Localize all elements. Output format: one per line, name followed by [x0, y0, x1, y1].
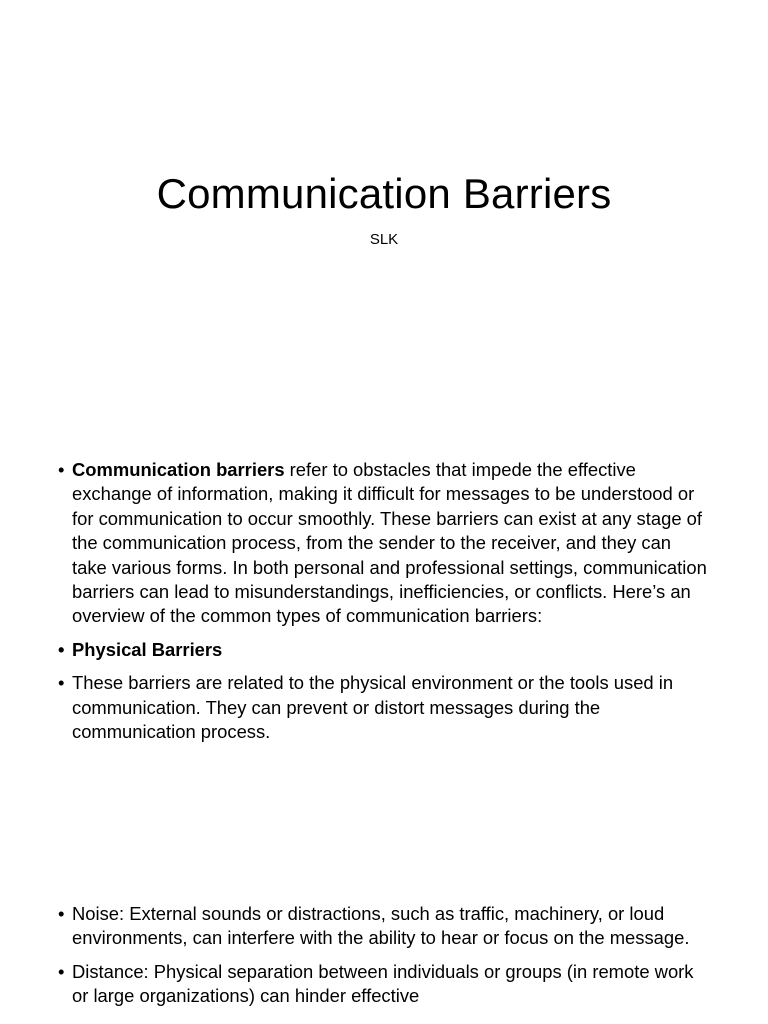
- slide-subtitle: SLK: [369, 231, 399, 248]
- bullet-noise: • Noise: External sounds or distractions, such as traffic, machinery, or loud environments, can interfere with the ability to hear or focus on the message.: [58, 902, 710, 951]
- intro-bold-term: Communication barriers: [72, 459, 285, 480]
- slide-title: Communication Barriers: [156, 170, 612, 217]
- bullet-physical-description: • These barriers are related to the physical environment or the tools used in communication. They can prevent or distort messages during the communication process.: [58, 671, 710, 744]
- title-slide: [0, 0, 768, 420]
- bullet-distance: • Distance: Physical separation between individuals or groups (in remote work or large organizations) can hinder effective: [58, 960, 710, 1009]
- intro-text: refer to obstacles that impede the effective exchange of information, making it difficult for messages to be understood or for communication to occur smoothly. These barriers can exist at any stage of the communication process, from the sender to the receiver, and they can take various forms. In both personal and professional settings, communication barriers can lead to misunderstandings, inefficiencies, or conflicts. Here’s an overview of the common types of communication barriers:: [72, 459, 707, 627]
- bullet-intro: [58, 458, 710, 629]
- bullet-list: [58, 458, 710, 744]
- bullet-heading-physical-barriers: • Physical Barriers: [58, 638, 710, 662]
- bullet-list: [58, 902, 710, 1009]
